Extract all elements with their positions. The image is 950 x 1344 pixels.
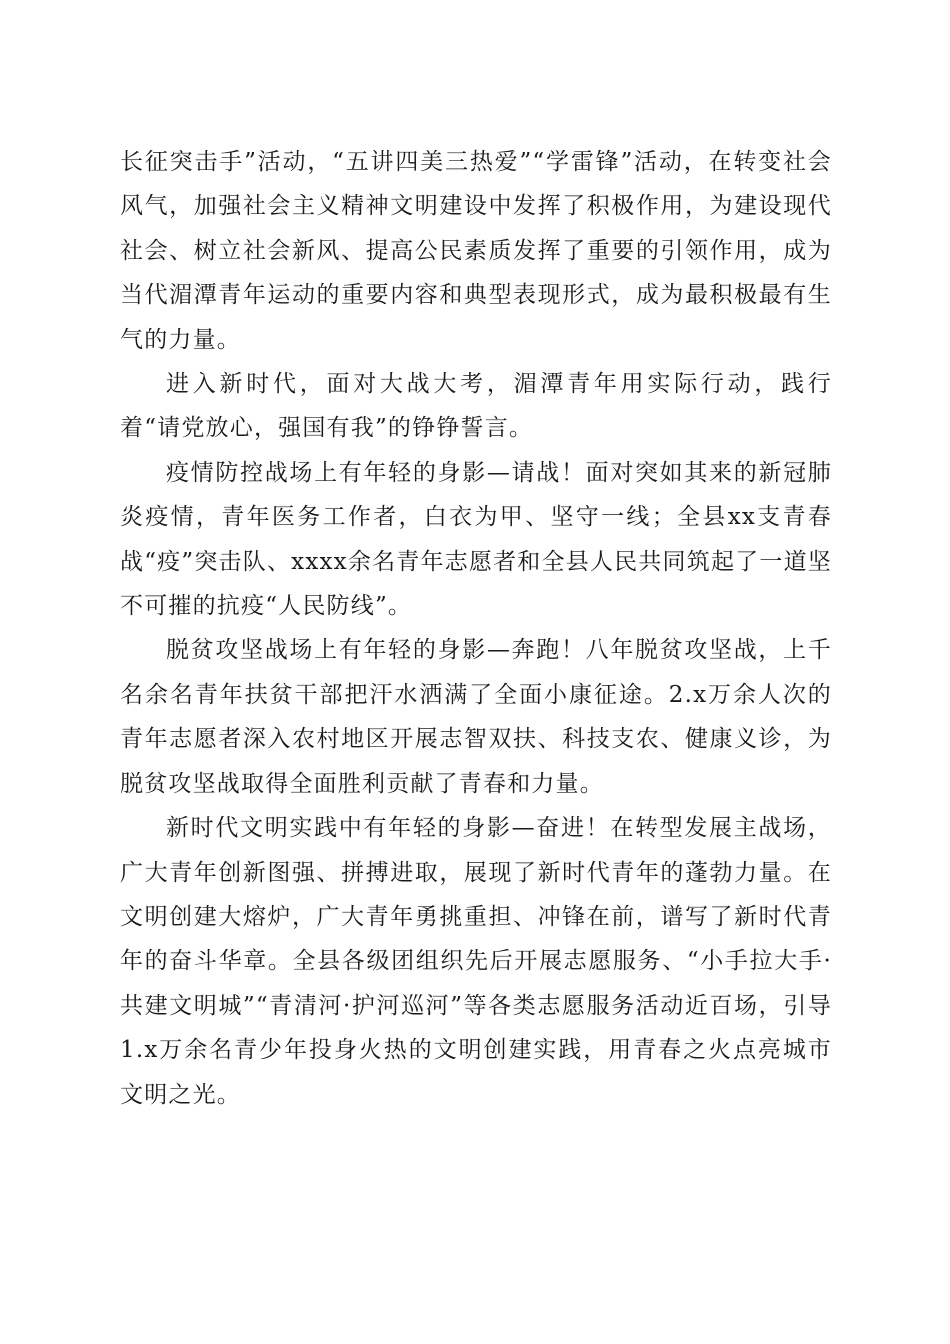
paragraph-5: 新时代文明实践中有年轻的身影—奋进！在转型发展主战场，广大青年创新图强、拼搏进取，展现了新时代青年的蓬勃力量。在文明创建大熔炉，广大青年勇挑重担、冲锋在前，谱写了新时代青年的奋斗华章。全县各级团组织先后开展志愿服务、“小手拉大手·共建文明城”“青清河·护河巡河”等各类志愿服务活动近百场，引导1.x万余名青少年投身火热的文明创建实践，用青春之火点亮城市文明之光。: [120, 815, 832, 1108]
paragraph-3: 疫情防控战场上有年轻的身影—请战！面对突如其来的新冠肺炎疫情，青年医务工作者，白衣为甲、坚守一线；全县xx支青春战“疫”突击队、xxxx余名青年志愿者和全县人民共同筑起了一道坚不可摧的抗疫“人民防线”。: [120, 459, 832, 620]
paragraph-4: 脱贫攻坚战场上有年轻的身影—奔跑！八年脱贫攻坚战，上千名余名青年扶贫干部把汗水洒满了全面小康征途。2.x万余人次的青年志愿者深入农村地区开展志智双扶、科技支农、健康义诊，为脱贫攻坚战取得全面胜利贡献了青春和力量。: [120, 637, 832, 797]
paragraph-1: 长征突击手”活动，“五讲四美三热爱”“学雷锋”活动，在转变社会风气，加强社会主义精神文明建设中发挥了积极作用，为建设现代社会、树立社会新风、提高公民素质发挥了重要的引领作用，成为当代湄潭青年运动的重要内容和典型表现形式，成为最积极最有生气的力量。: [120, 149, 832, 353]
paragraph-2: 进入新时代，面对大战大考，湄潭青年用实际行动，践行着“请党放心，强国有我”的铮铮誓言。: [120, 371, 832, 442]
document-body: [120, 140, 832, 1117]
